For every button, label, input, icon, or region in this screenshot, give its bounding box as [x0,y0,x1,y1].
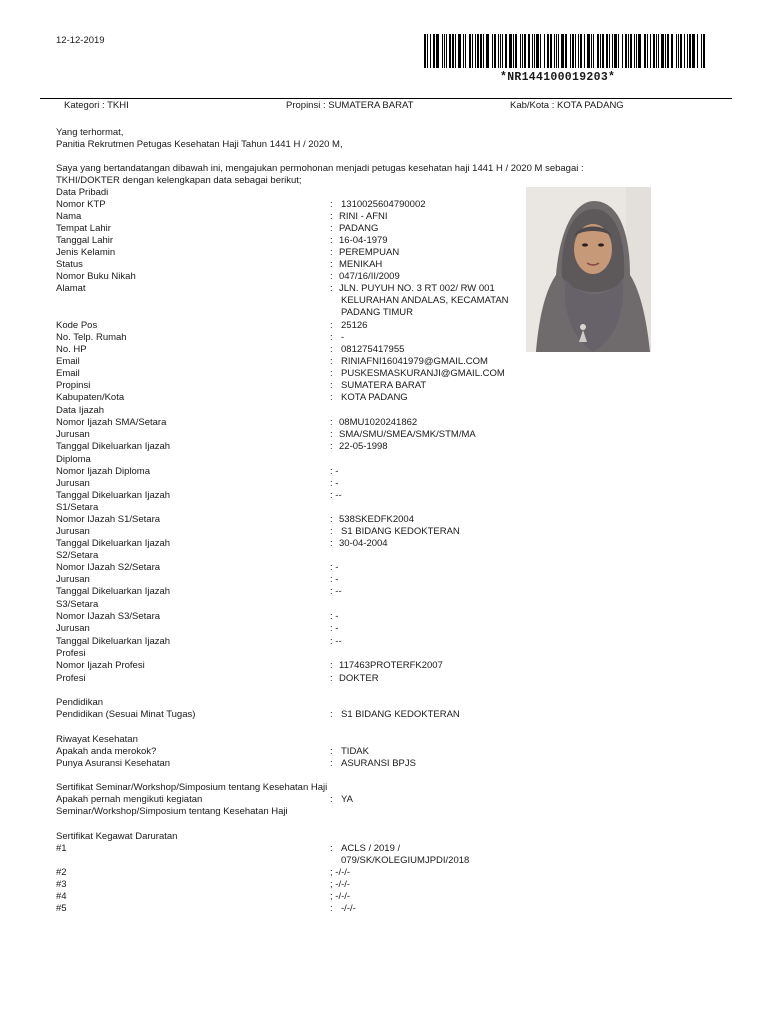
address-line-1: JLN. PUYUH NO. 3 RT 002/ RW 001 [339,283,495,294]
field-label: Punya Asuransi Kesehatan [56,758,171,769]
colon: : [330,673,333,684]
field-label: Alamat [56,283,86,294]
barcode-bar [427,34,428,68]
field-value: 1310025604790002 [341,199,426,210]
field-value: MENIKAH [339,259,383,270]
colon: : [330,283,333,294]
field-email-1 [56,356,526,368]
field-label: Jurusan [56,526,90,537]
colon: : [330,223,333,234]
colon: : [330,259,333,270]
section-data-ijazah: Data Ijazah [56,405,105,416]
barcode-bar [486,34,489,68]
field-label: Tanggal Lahir [56,235,114,246]
field-value: : -- [330,636,342,647]
barcode-bar [580,34,582,68]
field-value: 22-05-1998 [339,441,388,452]
field-tanggal-lahir [56,235,526,247]
field-pernah-seminar [56,794,526,806]
colon: : [330,526,333,537]
section-diploma: Diploma [56,454,91,465]
field-nama [56,211,526,223]
barcode-bar [524,34,526,68]
barcode-bar [578,34,579,68]
field-value: S1 BIDANG KEDOKTERAN [341,526,460,537]
field-value: DOKTER [339,673,379,684]
field-label: Profesi [56,673,86,684]
field-ijazah-diploma [56,466,526,478]
barcode-bar [587,34,590,68]
colon: : [330,344,333,355]
field-label: Tanggal Dikeluarkan Ijazah [56,586,171,597]
barcode-bar [689,34,691,68]
field-label: Kabupaten/Kota [56,392,125,403]
field-sertifikat-2 [56,867,526,879]
recipient: Panitia Rekrutmen Petugas Kesehatan Haji Tahun 1441 H / 2020 M, [56,139,343,150]
address-line-3: PADANG TIMUR [341,307,413,318]
barcode-bar [701,34,702,68]
colon: : [330,441,333,452]
field-label: Nomor IJazah S1/Setara [56,514,161,525]
field-sertifikat-1 [56,843,526,867]
field-jenis-kelamin [56,247,526,259]
barcode-bar [658,34,659,68]
barcode-bar [532,34,533,68]
field-label: No. Telp. Rumah [56,332,127,343]
field-tanggal-diploma [56,490,526,502]
barcode-bar [498,34,499,68]
field-jurusan-sma [56,429,526,441]
barcode-bar [597,34,599,68]
field-alamat [56,283,526,319]
field-value: : - [330,562,339,573]
barcode-bar [678,34,679,68]
field-value: 25126 [341,320,368,331]
barcode-bar [446,34,447,68]
barcode-bar [444,34,445,68]
colon: : [330,368,333,379]
barcode-bar [687,34,688,68]
barcode-bar [676,34,677,68]
field-jurusan-s2 [56,574,526,586]
field-value: : - [330,478,339,489]
field-label: Nomor IJazah S3/Setara [56,611,161,622]
barcode-bar [472,34,473,68]
field-label: #2 [56,867,67,878]
salutation: Yang terhormat, [56,127,124,138]
field-sertifikat-5 [56,903,526,915]
field-sertifikat-3 [56,879,526,891]
field-ijazah-profesi [56,660,526,672]
colon: : [330,235,333,246]
colon: : [330,429,333,440]
field-nomor-ktp [56,199,526,211]
field-label: Nomor IJazah S2/Setara [56,562,161,573]
barcode-bar [436,34,439,68]
barcode-bar [544,34,545,68]
barcode-bar [600,34,601,68]
barcode-bar [647,34,648,68]
field-tanggal-sma [56,441,526,453]
field-label: Jurusan [56,478,90,489]
barcode-bar [430,34,431,68]
barcode-bar [513,34,514,68]
barcode-bar [492,34,493,68]
field-label: Jurusan [56,429,90,440]
field-label: Apakah pernah mengikuti kegiatan [56,794,203,805]
field-label: Status [56,259,83,270]
colon: : [330,247,333,258]
colon: : [330,356,333,367]
field-value: SUMATERA BARAT [341,380,427,391]
barcode-bar [667,34,669,68]
field-value-cont: 079/SK/KOLEGIUMJPDI/2018 [341,855,470,866]
field-nomor-buku-nikah [56,271,526,283]
barcode-bar [584,34,585,68]
field-status [56,259,526,271]
field-label: Nomor Ijazah Diploma [56,466,150,477]
field-pendidikan-minat [56,709,526,721]
field-jurusan-s3 [56,623,526,635]
field-value: ASURANSI BPJS [341,758,416,769]
kabkota-label: Kab/Kota : KOTA PADANG [510,100,624,111]
field-label: Pendidikan (Sesuai Minat Tugas) [56,709,196,720]
barcode-bar [505,34,507,68]
colon: : [330,514,333,525]
colon: : [330,660,333,671]
document-date: 12-12-2019 [56,35,105,46]
field-kabupaten-kota [56,392,526,404]
field-value: 16-04-1979 [339,235,388,246]
barcode-bar [554,34,555,68]
barcode-bar [614,34,617,68]
barcode-bar [442,34,443,68]
field-ijazah-s2 [56,562,526,574]
colon: : [330,199,333,210]
barcode-bar [618,34,619,68]
colon: : [330,794,333,805]
barcode-bar [634,34,635,68]
barcode-bar [556,34,557,68]
field-tanggal-s1 [56,538,526,550]
barcode-bar [502,34,503,68]
barcode-bar [528,34,530,68]
field-value: -/-/- [341,903,356,914]
field-value: 047/16/II/2009 [339,271,400,282]
barcode-bar [540,34,541,68]
barcode-bar [622,34,623,68]
barcode-bar [550,34,552,68]
barcode-bar [469,34,471,68]
barcode-bar [692,34,695,68]
section-data-pribadi: Data Pribadi [56,187,109,198]
barcode-bar [638,34,641,68]
barcode-bar [565,34,567,68]
field-label: #4 [56,891,67,902]
applicant-photo [526,187,651,352]
colon: : [330,843,333,854]
field-value: RINI - AFNI [339,211,388,222]
barcode-bar [661,34,664,68]
barcode-bar [477,34,479,68]
barcode-bar [572,34,574,68]
field-tanggal-s2 [56,586,526,598]
section-profesi: Profesi [56,648,86,659]
field-label: Apakah anda merokok? [56,746,157,757]
field-label: Email [56,356,80,367]
colon: : [330,758,333,769]
barcode-bar [465,34,466,68]
field-label: Tanggal Dikeluarkan Ijazah [56,441,171,452]
barcode-bar [684,34,685,68]
field-label: Jurusan [56,623,90,634]
barcode-bar [570,34,571,68]
field-label: Tempat Lahir [56,223,111,234]
barcode-bar [628,34,629,68]
field-value: 081275417955 [341,344,405,355]
barcode-bar [671,34,673,68]
field-value: 538SKEDFK2004 [339,514,414,525]
field-no-hp [56,344,526,356]
field-ijazah-s1 [56,514,526,526]
barcode-bar [697,34,698,68]
field-label: Nomor Ijazah Profesi [56,660,145,671]
barcode-bar [612,34,613,68]
colon: : [330,380,333,391]
barcode-bar [463,34,464,68]
barcode-bar [593,34,594,68]
field-value: - [341,332,345,343]
barcode-bar [500,34,501,68]
barcode-bar [480,34,482,68]
field-value: 117463PROTERFK2007 [339,660,443,671]
barcode-bar [494,34,496,68]
field-value: ; -/-/- [330,891,351,902]
barcode-bar [455,34,456,68]
field-label: Jenis Kelamin [56,247,116,258]
barcode-bar [520,34,521,68]
barcode-bar [458,34,461,68]
kategori-label: Kategori : TKHI [64,100,129,111]
barcode [424,34,706,68]
field-value: : - [330,466,339,477]
colon: : [330,332,333,343]
field-jurusan-diploma [56,478,526,490]
colon: : [330,271,333,282]
field-label: Tanggal Dikeluarkan Ijazah [56,490,171,501]
field-ijazah-s3 [56,611,526,623]
barcode-bar [449,34,451,68]
field-label: Nomor Buku Nikah [56,271,136,282]
barcode-bar [609,34,610,68]
field-kode-pos [56,320,526,332]
field-value: YA [341,794,353,805]
field-label-cont: Seminar/Workshop/Simposium tentang Kesehatan Haji [56,806,288,817]
barcode-bar [636,34,637,68]
field-value: PUSKESMASKURANJI@GMAIL.COM [341,368,505,379]
barcode-bar [483,34,484,68]
field-tanggal-s3 [56,636,526,648]
field-tempat-lahir [56,223,526,235]
field-value: RINIAFNI16041979@GMAIL.COM [341,356,488,367]
section-riwayat-kesehatan: Riwayat Kesehatan [56,734,138,745]
propinsi-label: Propinsi : SUMATERA BARAT [286,100,414,111]
field-value: : - [330,574,339,585]
barcode-bar [515,34,517,68]
field-telp-rumah [56,332,526,344]
field-jurusan-s1 [56,526,526,538]
field-asuransi [56,758,526,770]
barcode-bar [509,34,512,68]
field-value: 08MU1020241862 [339,417,418,428]
field-value: PADANG [339,223,379,234]
colon: : [330,211,333,222]
barcode-bar [433,34,435,68]
field-label: #1 [56,843,67,854]
address-line-2: KELURAHAN ANDALAS, KECAMATAN [341,295,509,306]
barcode-bar [680,34,682,68]
field-label: Nomor KTP [56,199,106,210]
barcode-number: *NR144100019203* [500,71,616,84]
section-pendidikan: Pendidikan [56,697,104,708]
colon: : [330,320,333,331]
field-label: No. HP [56,344,87,355]
barcode-bar [522,34,523,68]
barcode-bar [625,34,627,68]
barcode-bar [650,34,651,68]
field-value: : - [330,623,339,634]
barcode-bar [424,34,426,68]
field-email-2 [56,368,526,380]
field-value: TIDAK [341,746,369,757]
field-value: : -- [330,490,342,501]
barcode-bar [558,34,559,68]
field-value: S1 BIDANG KEDOKTERAN [341,709,460,720]
barcode-bar [653,34,655,68]
intro-line-1: Saya yang bertandatangan dibawah ini, mengajukan permohonan menjadi petugas kesehatan haji 1441 H / 2020 M sebagai : [56,163,584,174]
colon: : [330,392,333,403]
field-label: Propinsi [56,380,91,391]
field-value: ; -/-/- [330,879,351,890]
barcode-bar [644,34,646,68]
field-label: Nama [56,211,82,222]
field-value: ACLS / 2019 / [341,843,401,854]
field-sertifikat-4 [56,891,526,903]
field-value: : - [330,611,339,622]
field-propinsi [56,380,526,392]
barcode-bar [602,34,604,68]
colon: : [330,709,333,720]
barcode-bar [703,34,705,68]
section-sertifikat-seminar: Sertifikat Seminar/Workshop/Simposium tentang Kesehatan Haji [56,782,328,793]
barcode-bar [575,34,576,68]
field-label: Tanggal Dikeluarkan Ijazah [56,636,171,647]
field-profesi [56,673,526,685]
field-value: : -- [330,586,342,597]
field-label: #3 [56,879,67,890]
field-value: 30-04-2004 [339,538,388,549]
barcode-bar [536,34,539,68]
barcode-bar [606,34,608,68]
barcode-bar [591,34,592,68]
field-label: Nomor Ijazah SMA/Setara [56,417,167,428]
field-value: SMA/SMU/SMEA/SMK/STM/MA [339,429,476,440]
colon: : [330,417,333,428]
intro-line-2: TKHI/DOKTER dengan kelengkapan data sebagai berikut; [56,175,302,186]
header-divider [40,98,732,99]
barcode-bar [665,34,666,68]
field-label: Email [56,368,80,379]
barcode-bar [547,34,549,68]
barcode-bar [534,34,535,68]
barcode-bar [630,34,632,68]
section-s3: S3/Setara [56,599,99,610]
field-merokok [56,746,526,758]
colon: : [330,903,333,914]
field-label: Jurusan [56,574,90,585]
colon: : [330,746,333,757]
field-value: ; -/-/- [330,867,351,878]
field-label: Kode Pos [56,320,98,331]
field-value: PEREMPUAN [339,247,400,258]
field-value: KOTA PADANG [341,392,408,403]
barcode-bar [475,34,476,68]
section-s2: S2/Setara [56,550,99,561]
field-ijazah-sma [56,417,526,429]
field-label: #5 [56,903,67,914]
colon: : [330,538,333,549]
barcode-bar [656,34,657,68]
field-label: Tanggal Dikeluarkan Ijazah [56,538,171,549]
barcode-bar [452,34,454,68]
section-kegawat-daruratan: Sertifikat Kegawat Daruratan [56,831,178,842]
barcode-bar [561,34,564,68]
section-s1: S1/Setara [56,502,99,513]
